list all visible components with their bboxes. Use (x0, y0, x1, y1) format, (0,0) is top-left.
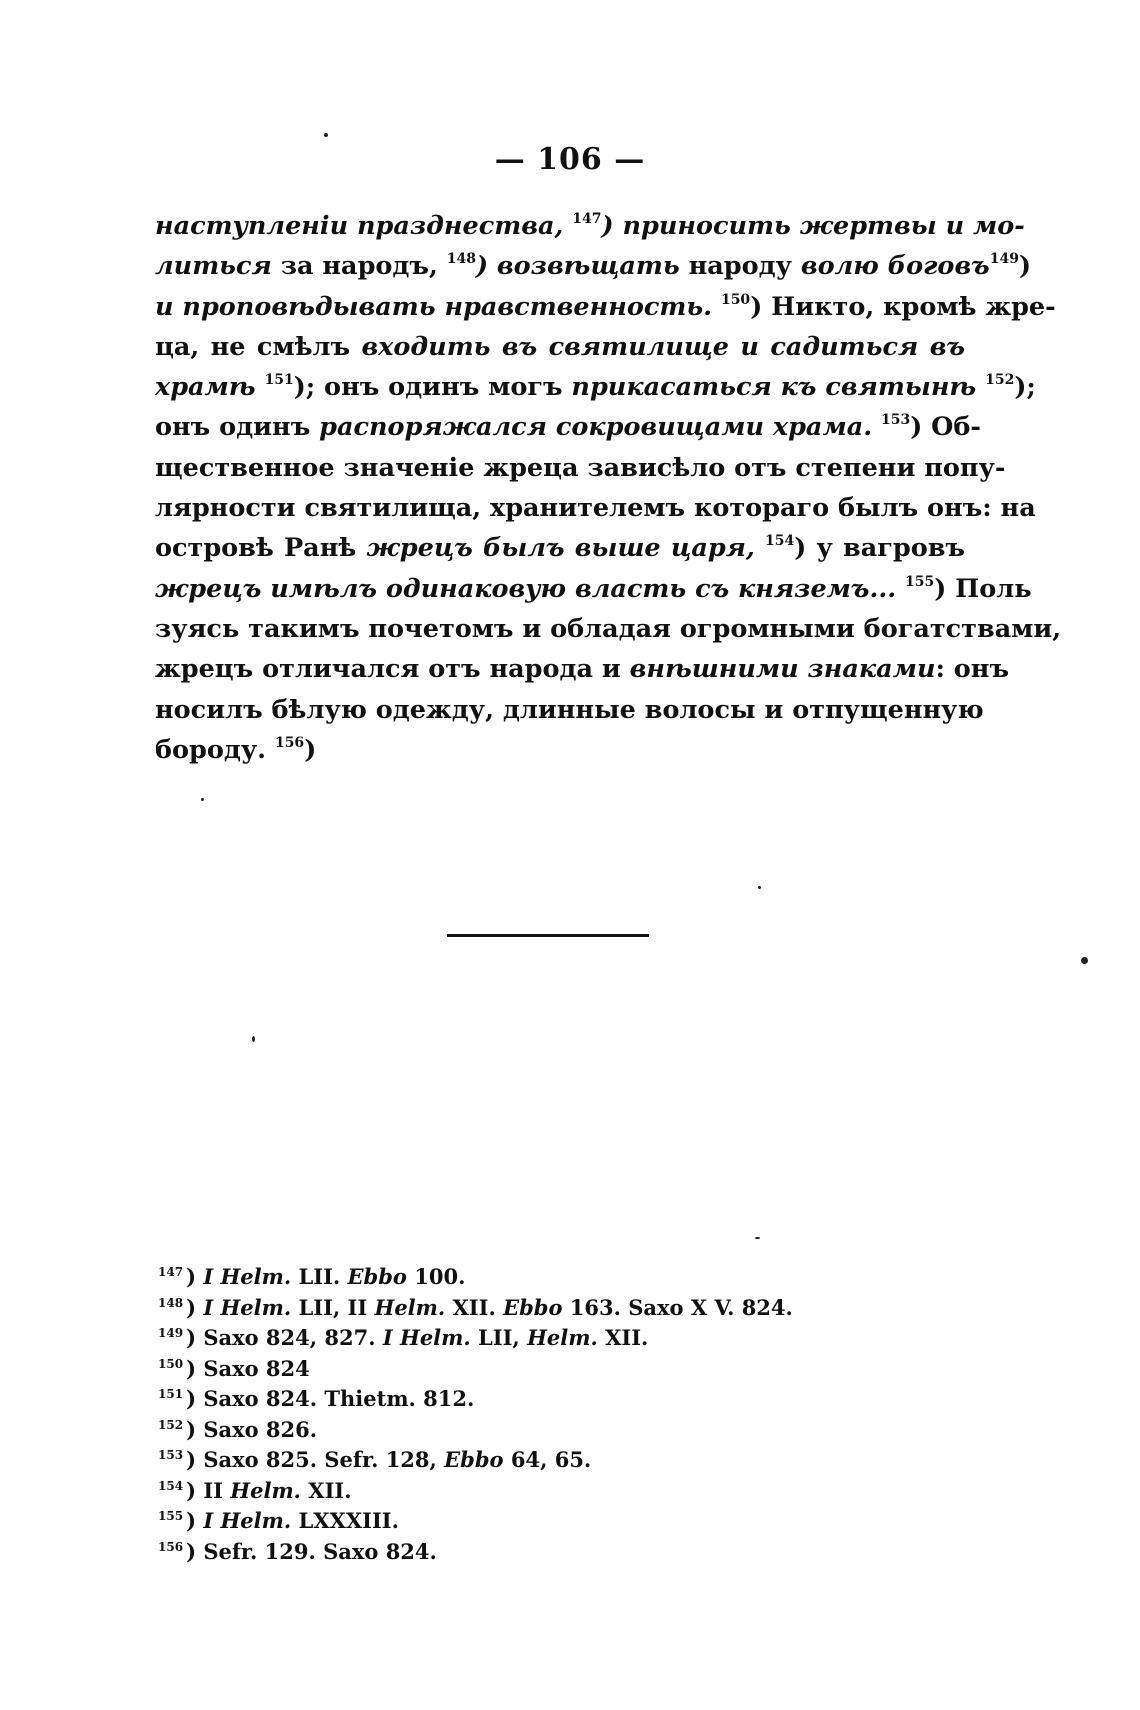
text-fragment: литься (155, 251, 272, 282)
footnote-paren: ) (186, 1538, 204, 1564)
text-fragment: ) (1018, 251, 1032, 282)
text-line-10 (155, 569, 1032, 609)
footnote-number: 156 (158, 1539, 184, 1554)
text-line-6 (155, 407, 981, 447)
footnote-148 (158, 1293, 918, 1324)
footnote-number: 151 (158, 1387, 184, 1401)
footnote-ref[interactable]: 147 (572, 211, 602, 227)
footnote-text: LII. (291, 1264, 348, 1289)
footnote-number: 149 (158, 1326, 184, 1340)
page-number: — 106 — (494, 142, 646, 177)
text-fragment: онъ одинъ (155, 412, 320, 443)
text-fragment: ) возвѣщать (475, 251, 680, 282)
footnote-ref[interactable]: 154 (765, 533, 795, 550)
text-line-11: зуясь такимъ почетомъ и обладая огромными богатствами, (155, 613, 1062, 644)
footnote-number: 155 (158, 1509, 184, 1523)
text-fragment: ) Об- (910, 412, 981, 443)
text-fragment: входить въ святилище и садиться въ (361, 331, 965, 362)
text-fragment: ); онъ одинъ могъ (293, 372, 572, 403)
footnote-ref[interactable]: 152 (985, 372, 1015, 389)
footnote-text: XII. (597, 1325, 649, 1350)
text-fragment: распоряжался сокровищами храма. (319, 412, 873, 443)
text-fragment: храмѣ (155, 372, 256, 403)
footnote-text: Ebbo (444, 1447, 504, 1472)
text-line-2 (155, 246, 1032, 286)
footnote-text: Saxo 826. (203, 1416, 318, 1442)
text-fragment: бороду. (155, 734, 267, 765)
footnote-paren: ) (186, 1508, 204, 1533)
footnote-paren: ) (186, 1416, 204, 1442)
footnote-paren: ) (186, 1264, 204, 1289)
text-fragment: прикасаться къ святынѣ (571, 372, 977, 403)
footnote-text: II (203, 1477, 231, 1503)
scan-speck (252, 1036, 255, 1042)
footnote-text: Sefr. 129. Saxo 824. (203, 1538, 437, 1564)
footnote-ref[interactable]: 149 (989, 251, 1019, 268)
footnote-text: Saxo 824 (203, 1355, 310, 1381)
scan-speck (758, 886, 761, 889)
text-fragment: волю боговъ (800, 251, 990, 282)
footnote-text: 64, 65. (503, 1447, 592, 1472)
footnote-text: XII. (445, 1294, 504, 1320)
footnote-text: LII, (470, 1325, 528, 1350)
text-fragment: ); (1014, 372, 1036, 403)
text-fragment: внѣшними знаками (629, 654, 936, 685)
text-line-8: лярности святилища, хранителемъ котораго былъ онъ: на (155, 493, 1036, 524)
scan-speck (1081, 957, 1088, 964)
footnote-ref[interactable]: 153 (881, 412, 911, 429)
text-fragment: народу (679, 251, 801, 282)
footnote-149 (158, 1323, 918, 1354)
text-fragment: наступленіи празднества, (155, 211, 564, 241)
main-text (155, 206, 1062, 770)
footnote-text: I Helm. (382, 1325, 471, 1350)
footnote-ref[interactable]: 156 (274, 734, 305, 751)
footnote-paren: ) (186, 1447, 204, 1472)
footnote-text: LXXXIII. (291, 1508, 399, 1533)
footnote-paren: ) (186, 1477, 204, 1503)
footnote-text: Helm. (230, 1477, 301, 1503)
footnote-paren: ) (186, 1355, 204, 1381)
text-fragment: ) у вагровъ (794, 533, 965, 564)
text-line-13: носилъ бѣлую одежду, длинные волосы и отпущенную (155, 694, 984, 725)
footnote-text: Helm. (527, 1325, 598, 1350)
footnote-150 (158, 1354, 918, 1385)
text-fragment: островѣ Ранѣ (155, 533, 367, 564)
footnote-number: 153 (158, 1448, 184, 1462)
text-fragment: ) Никто, кромѣ жре- (750, 291, 1056, 322)
footnote-text: Saxo 824. Thietm. 812. (203, 1386, 475, 1411)
footnote-text: 100. (406, 1264, 466, 1289)
footnote-text: Helm. (374, 1294, 446, 1320)
footnote-153 (158, 1445, 918, 1476)
footnote-text: Ebbo (503, 1294, 563, 1320)
footnote-156 (158, 1537, 918, 1568)
footnote-text: I Helm. (203, 1508, 292, 1533)
footnote-147 (158, 1262, 918, 1293)
footnote-text: Ebbo (347, 1264, 407, 1289)
text-line-1 (155, 206, 1025, 246)
text-fragment: жрецъ былъ выше царя, (366, 533, 755, 564)
footnote-text: Saxo 825. Sefr. 128, (203, 1447, 445, 1472)
footnote-number: 152 (158, 1417, 184, 1432)
footnote-155 (158, 1506, 918, 1537)
footnote-paren: ) (186, 1386, 204, 1411)
text-fragment: ) (304, 734, 317, 765)
text-line-4 (155, 327, 965, 367)
section-divider (447, 934, 649, 937)
footnote-text: XII. (301, 1477, 352, 1503)
text-fragment: ) приносить жертвы и мо- (601, 211, 1025, 241)
text-fragment: ца, не смѣлъ (155, 331, 362, 362)
text-line-12 (155, 649, 1010, 689)
footnote-paren: ) (186, 1325, 204, 1350)
footnote-ref[interactable]: 150 (720, 291, 751, 308)
footnote-text: LII, II (291, 1294, 375, 1320)
scan-speck (755, 1237, 760, 1239)
footnote-number: 154 (158, 1478, 184, 1493)
scan-speck (324, 133, 328, 137)
footnote-number: 150 (158, 1356, 184, 1371)
footnote-paren: ) (186, 1294, 204, 1320)
text-fragment: за народъ, (271, 251, 447, 282)
text-line-5 (155, 367, 1036, 407)
text-fragment: ) Поль (934, 573, 1032, 604)
scan-speck (201, 798, 204, 801)
footnote-text: I Helm. (203, 1264, 292, 1289)
text-fragment: и проповѣдывать нравственность. (155, 291, 713, 322)
footnotes (158, 1262, 918, 1567)
text-line-3 (155, 287, 1056, 327)
footnote-151 (158, 1384, 918, 1415)
text-fragment: жрецъ отличался отъ народа и (155, 654, 630, 685)
text-fragment: : онъ (935, 654, 1010, 685)
footnote-text: Saxo 824, 827. (203, 1325, 383, 1350)
footnote-number: 147 (158, 1265, 184, 1279)
footnote-ref[interactable]: 151 (264, 372, 294, 389)
footnote-text: 163. Saxo X V. 824. (562, 1294, 793, 1320)
footnote-ref[interactable]: 148 (446, 251, 476, 268)
text-line-7: щественное значеніе жреца зависѣло отъ степени попу- (155, 452, 1006, 483)
footnote-ref[interactable]: 155 (904, 573, 935, 590)
footnote-152 (158, 1415, 918, 1446)
footnote-number: 148 (158, 1295, 184, 1310)
text-line-14 (155, 730, 965, 770)
text-fragment: жрецъ имѣлъ одинаковую власть съ княземъ... (155, 573, 897, 604)
text-line-9 (155, 528, 965, 568)
footnote-154 (158, 1476, 918, 1507)
footnote-text: I Helm. (203, 1294, 292, 1320)
